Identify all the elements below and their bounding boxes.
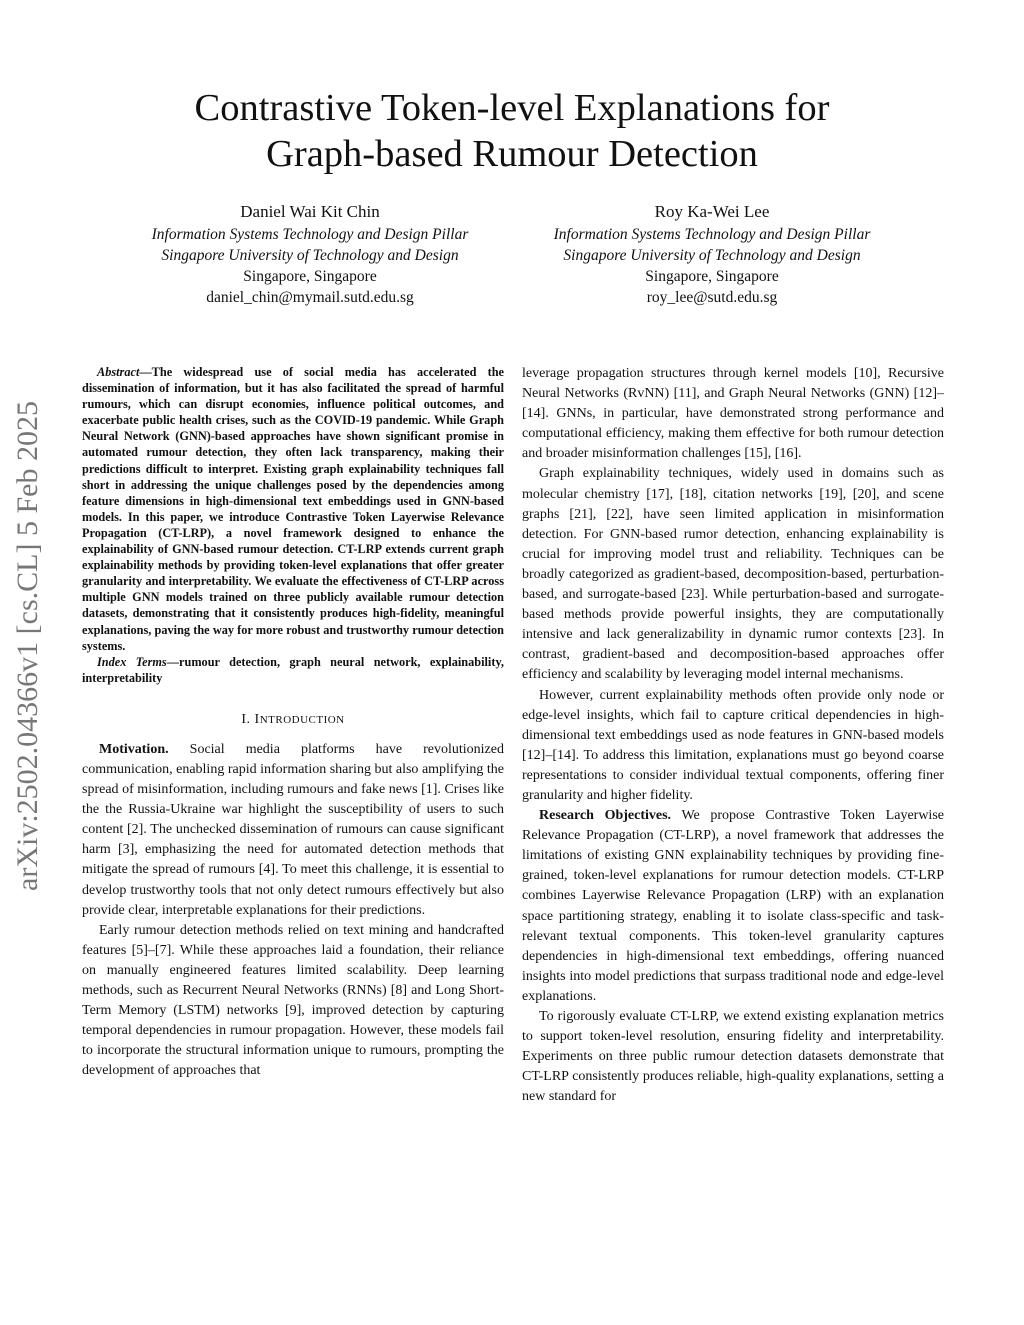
paragraph-leverage: leverage propagation structures through kernel models [10], Recursive Neural Networks (RvNN) [11], and Graph Neural Networks (GNN) [12]–[14]. GNNs, in particular, have demonstrated strong performance and computational efficiency, making them effective for both rumour detection and broader misinformation challenges [15], [16].: [522, 366, 944, 462]
index-terms-label: Index Terms: [97, 654, 167, 669]
abstract-text: —The widespread use of social media has accelerated the dissemination of information, but it has also facilitated the spread of harmful rumours, which can disrupt economies, influence political outcomes, and exacerbate public health crises, such as the COVID-19 pandemic. While Graph Neural Network (GNN)-based approaches have shown significant promise in automated rumour detection, they often lack transparency, making their predictions difficult to interpret. Existing graph explainability techniques fall short in addressing the unique challenges posed by the dependencies among feature dimensions in high-dimensional text embeddings used in GNN-based models. In this paper, we introduce Contrastive Token Layerwise Relevance Propagation (CT-LRP), a novel framework designed to enhance the explainability of GNN-based rumour detection. CT-LRP extends current graph explainability methods by providing token-level explanations that offer greater granularity and interpretability. We evaluate the effectiveness of CT-LRP across multiple GNN models trained on three publicly available rumour detection datasets, demonstrating that it consistently produces high-fidelity, meaningful explanations, paving the way for more robust and trustworthy rumour detection systems.: [82, 365, 504, 653]
left-column: [82, 364, 504, 1081]
index-terms: [82, 654, 504, 686]
paper-title: [0, 85, 1024, 177]
author-location: Singapore, Singapore: [645, 268, 779, 285]
paragraph-early-methods: Early rumour detection methods relied on text mining and handcrafted features [5]–[7]. While these approaches laid a foundation, their reliance on manually engineered features limited scalability. Deep learning methods, such as Recurrent Neural Networks (RNNs) [8] and Long Short-Term Memory (LSTM) networks [9], improved detection by capturing temporal dependencies in rumour propagation. However, these models fail to incorporate the structural information unique to rumours, prompting the development of approaches that: [82, 922, 504, 1079]
paragraph-graph-explainability: Graph explainability techniques, widely used in domains such as molecular chemistry [17], [18], citation networks [19], [20], and scene graphs [21], [22], have seen limited application in misinformation detection. For GNN-based rumor detection, enhancing explainability is crucial for improving model trust and reliability. Techniques can be broadly categorized as gradient-based, decomposition-based, perturbation-based, and surrogate-based [23]. While perturbation-based and surrogate-based methods provide powerful insights, they are computationally intensive and lack generalizability in dynamic rumor contexts [23]. In contrast, gradient-based and decomposition-based approaches offer efficiency and scalability by leveraging model internal mechanisms.: [522, 466, 944, 683]
author-name: Roy Ka-Wei Lee: [654, 202, 770, 221]
abstract: [82, 364, 504, 654]
author-name: Daniel Wai Kit Chin: [240, 202, 380, 221]
research-lead: Research Objectives.: [539, 808, 672, 824]
motivation-lead: Motivation.: [99, 741, 169, 757]
paragraph-research-objectives: [522, 806, 944, 1007]
author-email: roy_lee@sutd.edu.sg: [646, 289, 778, 306]
motivation-text: Social media platforms have revolutionized communication, enabling rapid information sharing but also amplifying the spread of misinformation, including rumours and fake news [1]. Crises like the the Russia-Ukraine war highlight the susceptibility of users to such content [2]. The unchecked dissemination of rumours can cause significant harm [3], emphasizing the need for automated detection methods that mitigate the spread of rumours [4]. To meet this challenge, it is essential to develop trustworthy tools that not only detect rumours effectively but also provide clear, interpretable explanations for their predictions.: [82, 741, 504, 918]
section-number: I.: [241, 711, 255, 727]
arxiv-side-stamp: arXiv:2502.04366v1 [cs.CL] 5 Feb 2025: [11, 401, 44, 891]
author-university: Singapore University of Technology and Design: [161, 247, 459, 264]
title-line-1: Contrastive Token-level Explanations for: [194, 87, 830, 129]
author-block-2: [502, 200, 922, 308]
abstract-label: Abstract: [97, 365, 140, 379]
author-block-1: [100, 200, 520, 308]
section-title-rest: NTRODUCTION: [259, 713, 345, 726]
paragraph-motivation: [82, 740, 504, 921]
author-department: Information Systems Technology and Design Pillar: [151, 226, 469, 243]
author-department: Information Systems Technology and Design Pillar: [553, 226, 871, 243]
paragraph-however: However, current explainability methods often provide only node or edge-level insights, which fail to capture critical dependencies in high-dimensional text embeddings used as node features in GNN-based models [12]–[14]. To address this limitation, explanations must go beyond coarse representations to consider individual textual components, offering finer granularity and higher fidelity.: [522, 687, 944, 803]
section-title-initial: I: [254, 711, 260, 727]
section-heading-introduction: [82, 712, 504, 728]
author-location: Singapore, Singapore: [243, 268, 377, 285]
research-text: We propose Contrastive Token Layerwise Relevance Propagation (CT-LRP), a novel framework that addresses the limitations of existing GNN explainability techniques by providing fine-grained, token-level explanations for rumour detection models. CT-LRP combines Layerwise Relevance Propagation (LRP) with an explanation space partitioning strategy, enabling it to isolate class-specific and task-relevant textual components. This token-level granularity captures dependencies in high-dimensional text embeddings, offering nuanced insights into model predictions that surpass traditional node and edge-level explanations.: [522, 808, 944, 1004]
index-terms-text: —rumour detection, graph neural network, explainability, interpretability: [82, 654, 504, 685]
title-line-2: Graph-based Rumour Detection: [266, 133, 758, 175]
right-column: [522, 364, 944, 1107]
author-email: daniel_chin@mymail.sutd.edu.sg: [206, 289, 414, 306]
paragraph-evaluate: To rigorously evaluate CT-LRP, we extend existing explanation metrics to support token-level resolution, ensuring fidelity and interpretability. Experiments on three public rumour detection datasets demonstrate that CT-LRP consistently produces reliable, high-quality explanations, setting a new standard for: [522, 1009, 944, 1105]
author-university: Singapore University of Technology and Design: [563, 247, 861, 264]
